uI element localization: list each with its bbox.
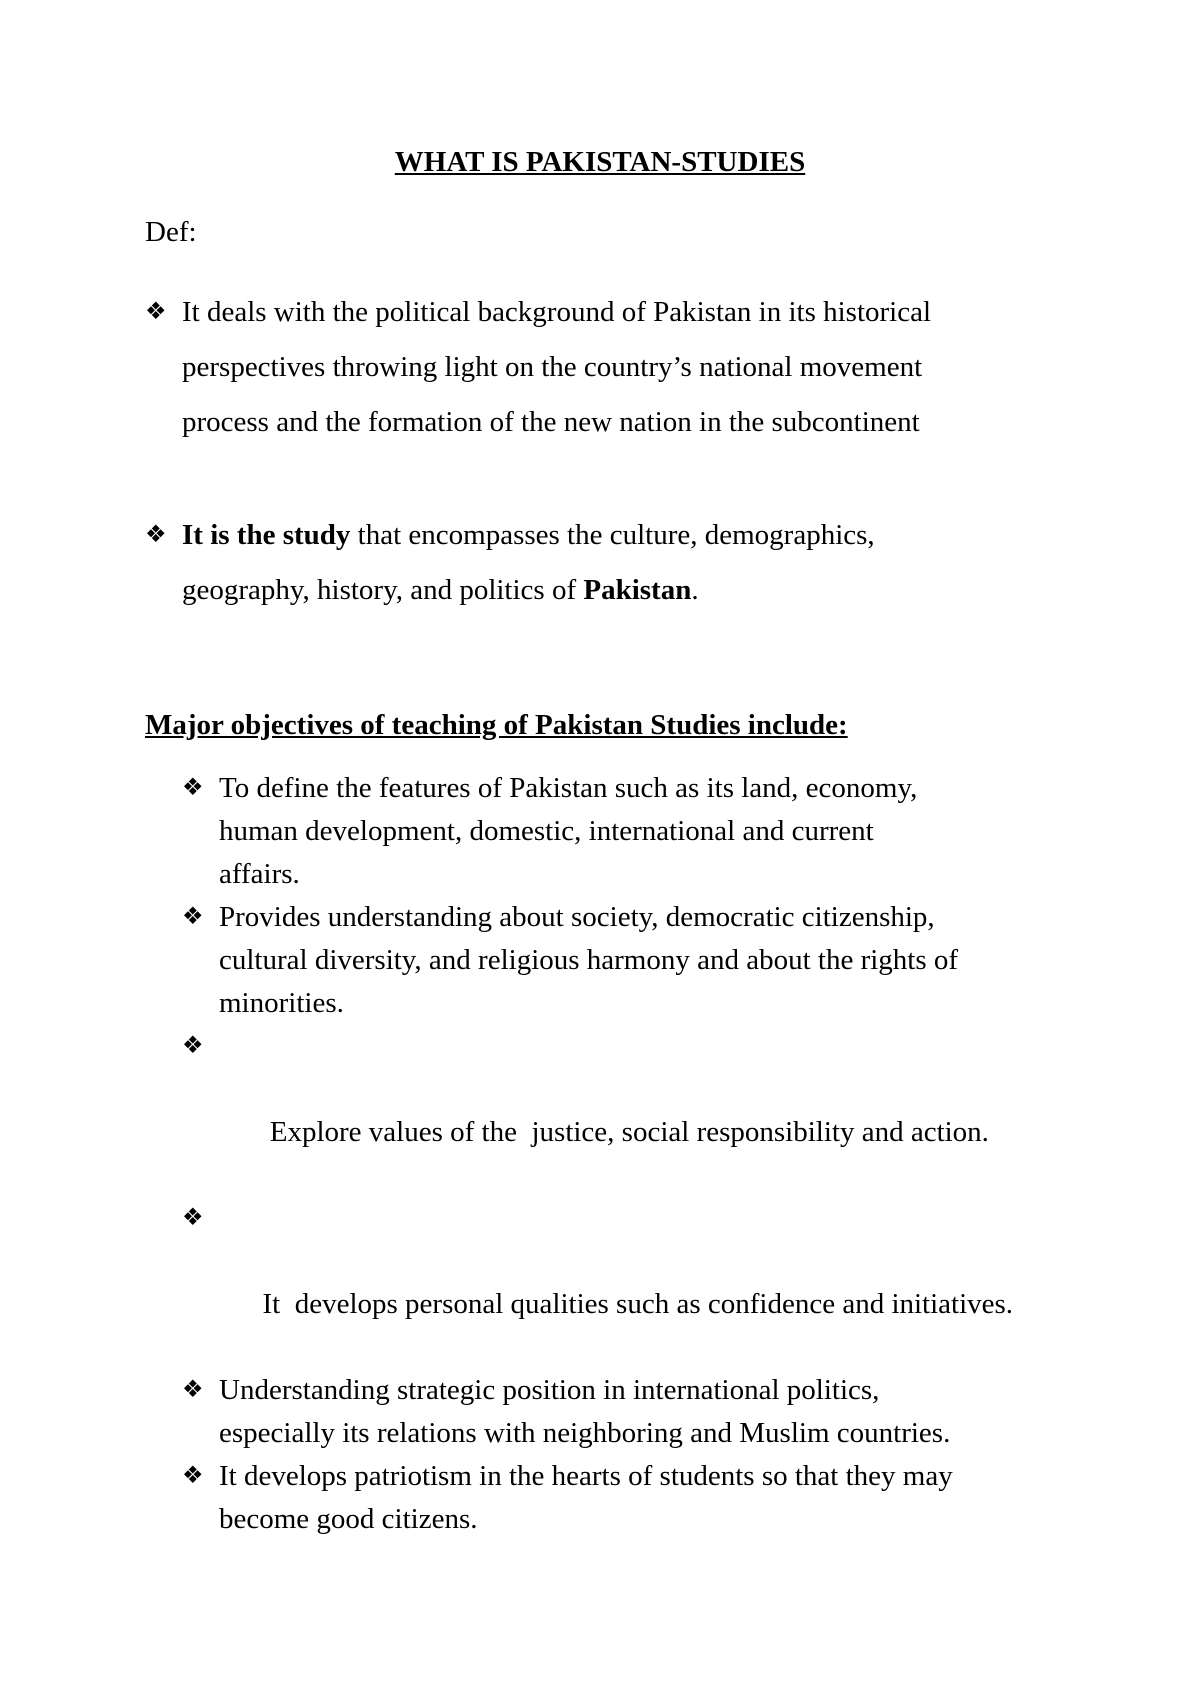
objective-text: It develops personal qualities such as confidence and initiatives. [262, 1288, 1014, 1320]
objective-item [182, 1369, 979, 1455]
diamond-bullet-icon: ❖ [182, 1377, 204, 1403]
diamond-bullet-icon: ❖ [182, 1463, 204, 1489]
diamond-bullet-icon: ❖ [145, 522, 167, 548]
objective-item [182, 1197, 1102, 1369]
diamond-bullet-icon: ❖ [182, 1033, 204, 1059]
diamond-bullet-icon: ❖ [182, 775, 204, 801]
objective-item [182, 896, 989, 1025]
objective-text: Understanding strategic position in international politics, especially its relations with neighboring and Muslim countries. [219, 1374, 951, 1449]
objectives-heading: Major objectives of teaching of Pakistan Studies include: [145, 709, 848, 741]
objective-text: To define the features of Pakistan such as its land, economy, human development, domestic, international and current affairs. [219, 772, 918, 890]
page-title: WHAT IS PAKISTAN-STUDIES [394, 146, 806, 178]
definition-body: that encompasses the culture, demographics, geography, history, and politics of [182, 519, 875, 606]
objective-item [182, 1025, 1102, 1197]
diamond-bullet-icon: ❖ [182, 1205, 204, 1231]
objective-text: Explore values of the justice, social responsibility and action. [262, 1116, 989, 1148]
objective-text: Provides understanding about society, democratic citizenship, cultural diversity, and religious harmony and about the rights of minorities. [219, 901, 959, 1019]
objective-item [182, 1455, 979, 1541]
definition-ending: . [691, 574, 699, 606]
definition-text [182, 508, 972, 618]
definition-label: Def: [145, 216, 197, 248]
definition-bold-lead: It is the study [182, 519, 351, 551]
definition-text: It deals with the political background of Pakistan in its historical perspectives throwing light on the country’s national movement process and the formation of the new nation in the subcontinent [182, 296, 932, 438]
diamond-bullet-icon: ❖ [182, 904, 204, 930]
definition-item-2 [145, 508, 1105, 618]
objective-item [182, 767, 959, 896]
objective-text: It develops patriotism in the hearts of students so that they may become good citizens. [219, 1460, 953, 1535]
objectives-list [182, 767, 1102, 1541]
diamond-bullet-icon: ❖ [145, 299, 167, 325]
definition-bold-word: Pakistan [583, 574, 692, 606]
definition-item-1 [145, 285, 1105, 450]
